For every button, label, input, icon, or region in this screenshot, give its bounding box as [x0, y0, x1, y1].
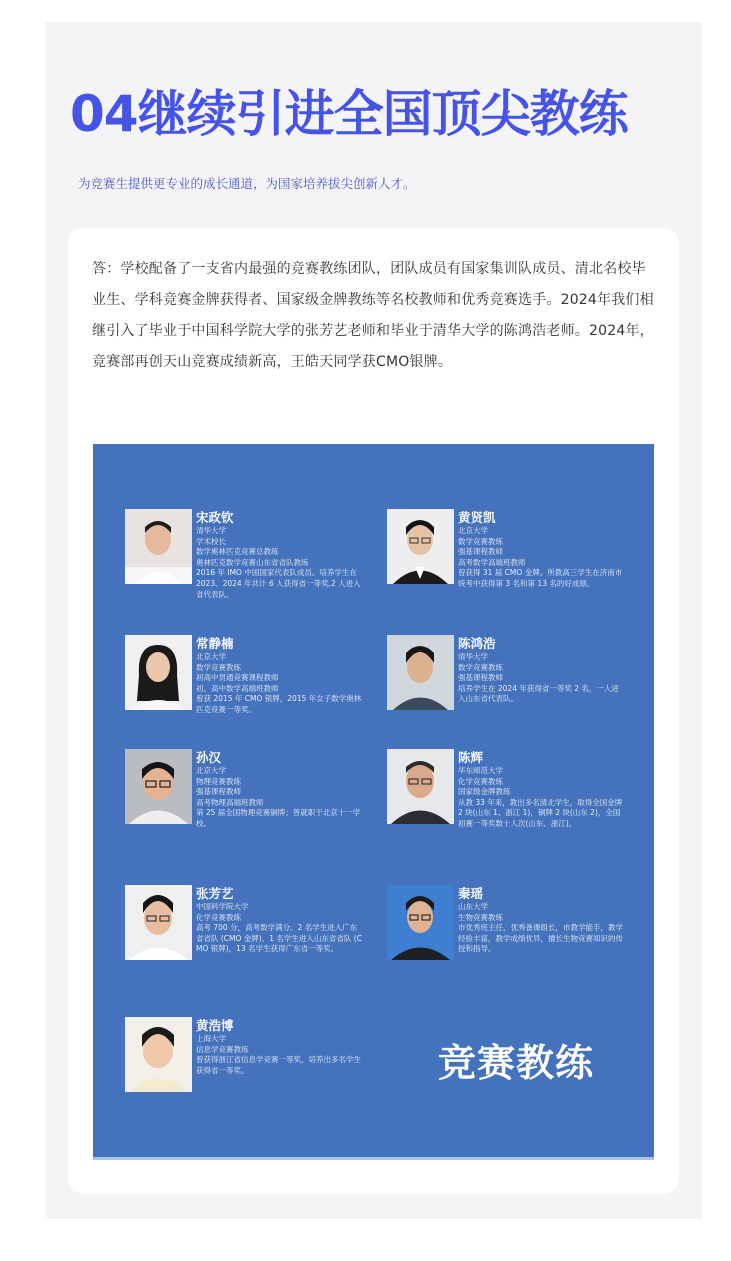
coach-photo: [125, 635, 192, 710]
coach-detail: 2016 年 IMO 中国国家代表队成员。培养学生在 2023、2024 年共计 6 人获得省一等奖,2 人进入省代表队。: [196, 568, 361, 599]
coach-detail: 强基课程教师: [458, 673, 503, 683]
section-subtitle: 为竞赛生提供更专业的成长通道，为国家培养拔尖创新人才。: [78, 176, 416, 191]
coach-detail: 华东师范大学: [458, 766, 503, 775]
coaches-poster: [93, 444, 654, 1160]
section-title: 04继续引进全国顶尖教练: [70, 85, 628, 143]
coach-photo: [387, 749, 454, 824]
coach-photo: [125, 1017, 192, 1092]
coach-photo: [125, 885, 192, 960]
coach-name: 孙汉: [196, 750, 222, 765]
coach-photo: [387, 635, 454, 710]
coach-detail: 化学竞赛教练: [196, 912, 241, 922]
coach-detail: 北京大学: [196, 766, 226, 775]
coach-detail: 高考 700 分，高考数学满分。2 名学生进入广东省省队 (CMO 金牌)、1 名学生进入山东省省队 (CMO 银牌)，13 名学生获得广东省一等奖。: [196, 923, 362, 954]
coach-detail: 清华大学: [458, 652, 488, 661]
coach-detail: 北京大学: [196, 652, 226, 661]
coach-detail: 强基课程教师: [196, 787, 241, 797]
poster-title: 竞赛教练: [438, 1041, 595, 1085]
coach-name: 宋政钦: [196, 510, 234, 525]
coach-name: 张芳艺: [196, 886, 234, 901]
coach-photo: [387, 885, 454, 960]
coach-detail: 强基课程教师: [458, 547, 503, 557]
coach-name: 黄浩博: [196, 1018, 234, 1033]
coach-photo: [387, 509, 454, 584]
coach-photo: [125, 749, 192, 824]
coach-detail: 曾获得浙江省信息学竞赛一等奖，培养出多名学生获得省一等奖。: [196, 1055, 361, 1075]
coach-detail: 第 25 届全国物理竞赛铜牌；曾就职于北京十一学校。: [196, 808, 361, 828]
coach-detail: 数学竞赛教练: [458, 536, 503, 546]
coach-detail: 中国科学院大学: [196, 902, 249, 911]
coach-detail: 高考数学高端班教师: [458, 557, 526, 567]
coach-detail: 信息学竞赛教练: [196, 1044, 249, 1054]
coach-detail: 市优秀班主任，优秀备课组长，市教学能手，教学经验丰富，教学成绩优异，擅长生物竞赛知识的传授和指导。: [458, 923, 623, 954]
coach-detail: 生物竞赛教练: [458, 912, 503, 922]
coach-detail: 化学竞赛教练: [458, 776, 503, 786]
coach-detail: 从教 33 年来，教出多名清北学生，取得全国金牌 2 块(山东 1、浙江 1)，铜牌 2 块(山东 2)，全国初赛一等奖数十人次(山东、浙江)。: [458, 797, 625, 828]
coach-name: 黄贤凯: [458, 510, 496, 525]
coach-detail: 高考物理高端班教师: [196, 797, 264, 807]
coach-name: 陈鸿浩: [458, 636, 496, 651]
coach-detail: 清华大学: [196, 526, 226, 535]
coach-name: 陈辉: [458, 750, 484, 765]
coach-detail: 数学竞赛教练: [458, 662, 503, 672]
coach-detail: 学术校长: [196, 536, 226, 546]
coach-detail: 北京大学: [458, 526, 488, 535]
coach-detail: 奥林匹克数学竞赛山东省省队教练: [196, 557, 309, 567]
coach-detail: 数学奥林匹克竞赛总教练: [196, 547, 279, 557]
answer-text: 答：学校配备了一支省内最强的竞赛教练团队，团队成员有国家集训队成员、清北名校毕业生、学科竞赛金牌获得者、国家级金牌教练等名校教师和优秀竞赛选手。2024年我们相继引入了毕业于中国科学院大学的张芳艺老师和毕业于清华大学的陈鸿浩老师。2024年，竞赛部再创天山竞赛成绩新高，王皓天同学获CMO银牌。: [92, 261, 654, 370]
coach-detail: 初、高中数学高端班教师: [196, 683, 279, 693]
coach-detail: 初高中贯通竞赛课程教师: [196, 673, 279, 683]
coach-name: 常静楠: [196, 636, 234, 651]
coach-detail: 物理竞赛教练: [196, 776, 241, 786]
coach-detail: 国家级金牌教练: [458, 787, 511, 797]
coach-detail: 曾获得 31 届 CMO 金牌。所教高三学生在济南市统考中获得第 3 名和第 13 名的好成绩。: [458, 568, 623, 588]
coach-detail: 培养学生在 2024 年获得省一等奖 2 名，一人进入山东省代表队。: [458, 683, 619, 704]
coach-detail: 山东大学: [458, 902, 488, 911]
coach-detail: 数学竞赛教练: [196, 662, 241, 672]
coach-detail: 上海大学: [196, 1034, 226, 1043]
coach-detail: 曾获 2015 年 CMO 银牌，2015 年女子数学奥林匹克竞赛一等奖。: [196, 694, 362, 714]
poster-bottom-strip: [93, 1157, 654, 1160]
coach-name: 秦瑶: [458, 886, 484, 901]
coach-photo: [125, 509, 192, 584]
